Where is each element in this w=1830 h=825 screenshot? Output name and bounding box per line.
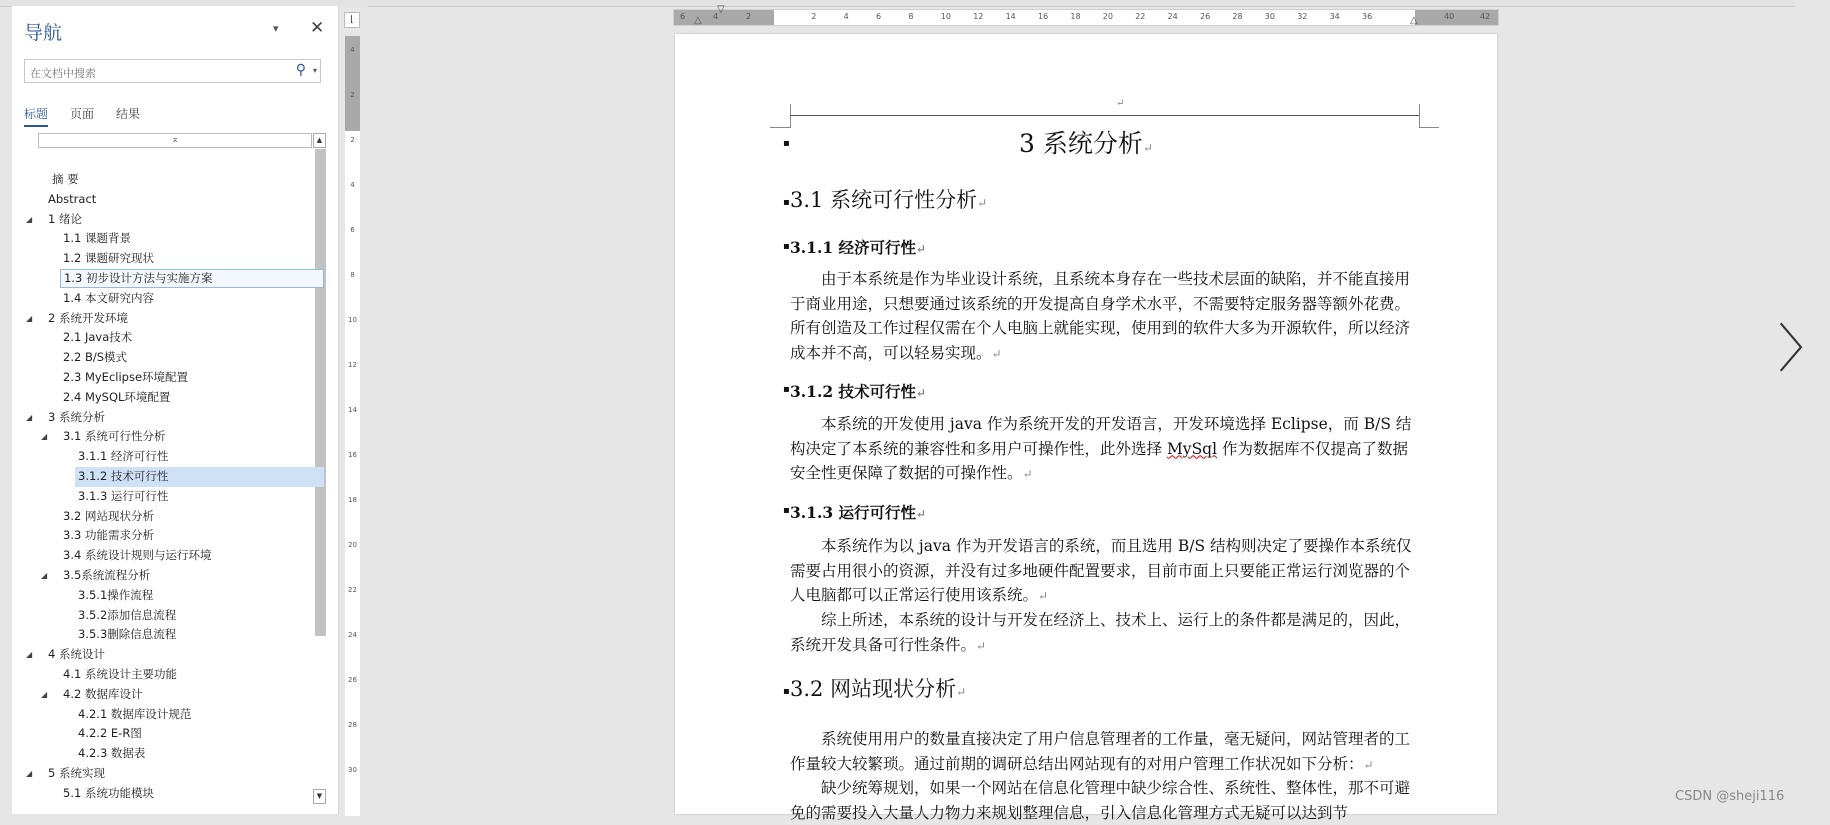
nav-pane-title: 导航 <box>24 22 63 44</box>
ruler-tick-label: 12 <box>973 12 984 21</box>
ruler-tick-label: 14 <box>1005 12 1016 21</box>
ruler-tick-label: 26 <box>348 676 357 684</box>
nav-heading-label: 2.4 MySQL环境配置 <box>63 389 171 404</box>
nav-heading-item[interactable] <box>24 368 324 388</box>
ruler-tick-label: 10 <box>348 316 357 324</box>
expand-arrow-icon[interactable]: ◢ <box>26 313 33 323</box>
nav-heading-label: 3 系统分析 <box>48 409 105 424</box>
nav-heading-item[interactable] <box>24 447 324 467</box>
ruler-tick-label: 40 <box>1444 12 1455 21</box>
nav-heading-item[interactable] <box>24 210 324 230</box>
nav-heading-item[interactable] <box>24 388 324 408</box>
nav-heading-label: 摘 要 <box>52 172 79 186</box>
chevron-down-icon[interactable]: ▾ <box>312 66 317 75</box>
nav-heading-label: 3.1.3 运行可行性 <box>78 488 169 503</box>
expand-arrow-icon[interactable]: ◢ <box>41 432 48 442</box>
section-heading-3-1: 3.1 系统可行性分析↵ <box>790 188 988 212</box>
chapter-heading: 3 系统分析↵ <box>1019 129 1153 158</box>
nav-heading-label: 1.1 课题背景 <box>63 231 131 246</box>
navigation-pane <box>12 6 339 814</box>
ruler-tick-label: 4 <box>350 181 355 189</box>
ruler-tick-label: 30 <box>348 766 357 774</box>
ruler-tick-label: 14 <box>348 406 357 414</box>
heading-bullet: ▪ <box>783 138 790 149</box>
heading-bullet: ▪ <box>783 384 790 395</box>
nav-heading-label: 1.4 本文研究内容 <box>63 290 154 305</box>
chevron-right-icon[interactable]: 〉 <box>1778 320 1830 380</box>
paragraph: 本系统作为以 java 作为开发语言的系统，而且选用 B/S 结构则决定了要操作本系统仅需要占用很小的资源，并没有过多地硬件配置要求，目前市面上只要能正常运行浏览器的个人电脑都可以正常运行使用该系统。↵ <box>790 537 1412 605</box>
ruler-tick-label: 42 <box>1480 12 1491 21</box>
ruler-tick-label: 6 <box>680 12 686 21</box>
collapse-all-button[interactable]: ⌅ <box>38 133 312 148</box>
section-heading-3-2: 3.2 网站现状分析↵ <box>790 677 967 701</box>
expand-arrow-icon[interactable]: ◢ <box>26 214 33 224</box>
search-icon[interactable]: ⚲ <box>295 62 306 78</box>
heading-bullet: ▪ <box>783 686 790 697</box>
nav-heading-item[interactable] <box>24 645 324 665</box>
nav-heading-label: 3.2 网站现状分析 <box>63 508 154 523</box>
nav-heading-label: 2.2 B/S模式 <box>63 350 128 365</box>
ruler-tick-label: 8 <box>908 12 914 21</box>
expand-arrow-icon[interactable]: ◢ <box>26 768 33 778</box>
nav-heading-label: Abstract <box>48 191 97 206</box>
expand-arrow-icon[interactable]: ◢ <box>26 650 33 660</box>
tab-results[interactable]: 结果 <box>116 107 141 121</box>
ruler-tick-label: 16 <box>348 451 357 459</box>
ruler-tick-label: 18 <box>1070 12 1081 21</box>
nav-heading-label: 3.5.1操作流程 <box>78 587 154 602</box>
heading-bullet: ▪ <box>783 505 790 516</box>
heading-bullet: ▪ <box>783 241 790 252</box>
ruler-tick-label: 6 <box>350 226 355 234</box>
nav-heading-item[interactable] <box>24 546 324 566</box>
ruler-tick-label: 2 <box>350 136 355 144</box>
nav-heading-label: 4.1 系统设计主要功能 <box>63 666 177 681</box>
nav-heading-label: 3.1.2 技术可行性 <box>75 467 324 487</box>
nav-heading-item[interactable] <box>24 665 324 685</box>
subsection-heading-3-1-3: 3.1.3 运行可行性↵ <box>790 503 927 522</box>
nav-heading-item[interactable] <box>24 625 324 645</box>
nav-heading-label: 2.1 Java技术 <box>63 330 133 345</box>
ruler-tick-label: 28 <box>348 721 357 729</box>
nav-heading-item[interactable] <box>24 685 324 705</box>
horizontal-ruler[interactable] <box>673 4 1499 26</box>
nav-heading-label: 4.2.3 数据表 <box>78 746 146 761</box>
ruler-tick-label: 2 <box>746 12 752 21</box>
subsection-heading-3-1-2: 3.1.2 技术可行性↵ <box>790 382 927 401</box>
scroll-up-button[interactable]: ▲ <box>313 133 326 148</box>
right-indent-marker[interactable]: △ <box>1410 15 1418 26</box>
nav-heading-label: 3.1 系统可行性分析 <box>63 429 166 444</box>
nav-heading-label: 1.3 初步设计方法与实施方案 <box>60 269 324 288</box>
paragraph: 系统使用用户的数量直接决定了用户信息管理者的工作量，毫无疑问，网站管理者的工作量较大较繁琐。通过前期的调研总结出网站现有的对用户管理工作状况如下分析：↵ <box>790 730 1411 773</box>
nav-heading-label: 3.4 系统设计规则与运行环境 <box>63 548 212 563</box>
paragraph: 由于本系统是作为毕业设计系统，且系统本身存在一些技术层面的缺陷，并不能直接用于商业用途，只想要通过该系统的开发提高自身学术水平，不需要特定服务器等额外花费。所有创造及工作过程仅需在个人电脑上就能实现，使用到的软件大多为开源软件，所以经济成本并不高，可以轻易实现。↵ <box>790 270 1411 362</box>
nav-heading-item[interactable] <box>24 348 324 368</box>
ruler-tick-label: 6 <box>876 12 882 21</box>
ruler-tick-label: 12 <box>348 361 357 369</box>
paragraph: 缺少统筹规划，如果一个网站在信息化管理中缺少综合性、系统性、整体性，那不可避免的需要投入大量人力物力来规划整理信息，引入信息化管理方式无疑可以达到节 <box>790 779 1411 822</box>
nav-heading-label: 2.3 MyEclipse环境配置 <box>63 369 189 384</box>
vertical-ruler[interactable] <box>340 6 368 814</box>
ruler-tick-label: 4 <box>713 12 719 21</box>
scroll-down-button[interactable]: ▼ <box>313 789 326 804</box>
nav-heading-item[interactable] <box>24 507 324 527</box>
nav-heading-label: 3.5.3删除信息流程 <box>78 627 177 642</box>
ruler-tick-label: 10 <box>940 12 951 21</box>
nav-heading-label: 4.2 数据库设计 <box>63 686 143 701</box>
hanging-indent-marker[interactable]: △ <box>694 15 702 26</box>
nav-heading-item[interactable] <box>24 705 324 725</box>
document-page[interactable] <box>675 34 1497 822</box>
paragraph: 本系统的开发使用 java 作为系统开发的开发语言，开发环境选择 Eclipse，而 B/S 结构决定了本系统的兼容性和多用户可操作性，此外选择 MySql 作为数据库不仅提高了数据安全性更保障了数据的可操作性。↵ <box>790 415 1412 483</box>
nav-heading-item[interactable] <box>24 249 324 269</box>
ruler-tick-label: 8 <box>350 271 355 279</box>
heading-bullet: ▪ <box>783 197 790 208</box>
nav-heading-label: 4.2.1 数据库设计规范 <box>78 706 192 721</box>
first-line-indent-marker[interactable]: ▽ <box>717 4 725 15</box>
tab-headings[interactable]: 标题 <box>24 107 49 121</box>
tab-selector-button[interactable]: ⌊ <box>344 12 360 28</box>
nav-heading-item[interactable] <box>24 190 324 210</box>
nav-heading-item[interactable] <box>24 309 324 329</box>
search-input[interactable] <box>24 59 321 83</box>
nav-heading-item[interactable] <box>24 427 324 447</box>
nav-heading-item[interactable] <box>24 467 324 487</box>
subsection-heading-3-1-1: 3.1.1 经济可行性↵ <box>790 238 927 257</box>
ruler-tick-label: 18 <box>348 496 357 504</box>
heading-tree <box>24 170 324 804</box>
close-icon[interactable]: ✕ <box>310 18 325 38</box>
header-paragraph-mark: ↵ <box>1116 98 1125 109</box>
expand-arrow-icon[interactable]: ◢ <box>26 412 33 422</box>
tab-pages[interactable]: 页面 <box>70 107 95 121</box>
nav-heading-item[interactable] <box>24 566 324 586</box>
nav-heading-item[interactable] <box>24 289 324 309</box>
expand-arrow-icon[interactable]: ◢ <box>41 689 48 699</box>
vertical-ruler-strip <box>345 36 360 816</box>
ruler-tick-label: 26 <box>1200 12 1211 21</box>
spelling-error-mark[interactable]: MySql <box>1166 439 1218 458</box>
nav-heading-item[interactable] <box>24 744 324 764</box>
ruler-tick-label: 22 <box>1135 12 1146 21</box>
header-rule <box>790 115 1419 116</box>
nav-heading-item[interactable] <box>24 328 324 348</box>
nav-heading-label: 4.2.2 E-R图 <box>78 726 142 741</box>
ruler-tick-label: 2 <box>350 91 355 99</box>
nav-heading-label: 1 绪论 <box>48 211 82 226</box>
ruler-tick-label: 20 <box>348 541 357 549</box>
nav-heading-item[interactable] <box>24 606 324 626</box>
nav-heading-item[interactable] <box>24 764 324 784</box>
ruler-tick-label: 16 <box>1038 12 1049 21</box>
ruler-tick-label: 4 <box>350 46 355 54</box>
ruler-tick-label: 22 <box>348 586 357 594</box>
nav-heading-item[interactable] <box>24 269 324 289</box>
nav-heading-item[interactable] <box>24 526 324 546</box>
ruler-tick-label: 32 <box>1297 12 1308 21</box>
nav-heading-label: 3.5.2添加信息流程 <box>78 607 177 622</box>
expand-arrow-icon[interactable]: ◢ <box>41 570 48 580</box>
ruler-tick-label: 24 <box>1167 12 1178 21</box>
nav-heading-label: 2 系统开发环境 <box>48 310 128 325</box>
ruler-tick-label: 24 <box>348 631 357 639</box>
nav-heading-label: 1.2 课题研究现状 <box>63 251 154 266</box>
nav-heading-label: 4 系统设计 <box>48 647 105 662</box>
search-placeholder: 在文档中搜索 <box>30 67 96 80</box>
ruler-tick-label: 36 <box>1362 12 1373 21</box>
nav-options-dropdown-icon[interactable]: ▾ <box>273 22 279 35</box>
nav-heading-label: 5.1 系统功能模块 <box>63 785 154 800</box>
ruler-tick-label: 4 <box>843 12 849 21</box>
nav-heading-label: 3.1.1 经济可行性 <box>78 449 169 464</box>
ruler-tick-label: 34 <box>1329 12 1340 21</box>
ruler-tick-label: 20 <box>1102 12 1113 21</box>
nav-heading-item[interactable] <box>24 229 324 249</box>
nav-heading-label: 3.3 功能需求分析 <box>63 528 154 543</box>
paragraph: 综上所述，本系统的设计与开发在经济上、技术上、运行上的条件都是满足的，因此，系统开发具备可行性条件。↵ <box>790 611 1411 654</box>
nav-heading-label: 5 系统实现 <box>48 765 105 780</box>
nav-heading-item[interactable] <box>24 784 324 804</box>
nav-heading-item[interactable] <box>24 586 324 606</box>
ruler-tick-label: 28 <box>1232 12 1243 21</box>
nav-heading-label: 3.5系统流程分析 <box>63 567 151 582</box>
watermark: CSDN @sheji116 <box>1675 789 1785 804</box>
ruler-tick-label: 30 <box>1264 12 1275 21</box>
ruler-tick-label: 2 <box>811 12 817 21</box>
nav-heading-item[interactable] <box>24 487 324 507</box>
nav-heading-item[interactable] <box>24 724 324 744</box>
nav-heading-item[interactable] <box>24 170 324 190</box>
nav-heading-item[interactable] <box>24 408 324 428</box>
